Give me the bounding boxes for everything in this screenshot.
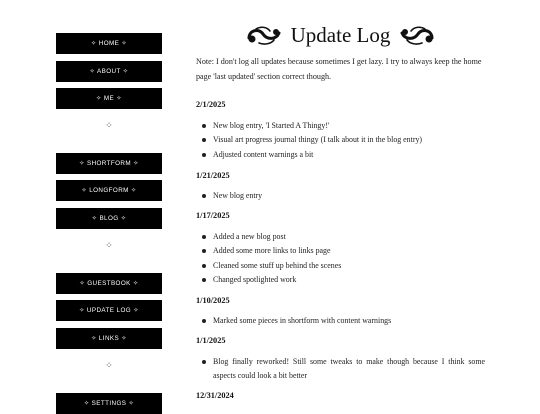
log-date: 1/17/2025: [196, 211, 230, 220]
log-entry: Cleaned some stuff up behind the scenes: [196, 259, 485, 273]
log-entry: Blog finally reworked! Still some tweaks to make though because I think some aspects could look a bit better: [196, 355, 485, 384]
nav-home-button[interactable]: ✧ HOME ✧: [56, 33, 162, 54]
nav-guestbook-button[interactable]: ✧ GUESTBOOK ✧: [56, 273, 162, 294]
log-date: 1/1/2025: [196, 336, 226, 345]
page-header: [196, 20, 485, 50]
page-title: Update Log: [290, 22, 391, 47]
nav-blog-button[interactable]: ✧ BLOG ✧: [56, 208, 162, 229]
nav-separator: ⁘: [105, 361, 113, 371]
nav-longform-button[interactable]: ✧ LONGFORM ✧: [56, 180, 162, 201]
nav-about-button[interactable]: ✧ ABOUT ✧: [56, 61, 162, 82]
nav-me-button[interactable]: ✧ ME ✧: [56, 88, 162, 109]
log-entry: Added some more links to links page: [196, 244, 485, 258]
right-flourish-icon: [399, 24, 435, 46]
log-entry-list: [196, 355, 485, 384]
log-date: 1/21/2025: [196, 171, 230, 180]
left-flourish-icon: [246, 24, 282, 46]
log-date: 12/31/2024: [196, 391, 234, 400]
nav-separator: ⁘: [105, 121, 113, 131]
nav-separator: ⁘: [105, 241, 113, 251]
log-entry: New blog entry: [196, 189, 485, 203]
nav-shortform-button[interactable]: ✧ SHORTFORM ✧: [56, 153, 162, 174]
log-entry-list: [196, 189, 485, 203]
nav-links-button[interactable]: ✧ LINKS ✧: [56, 328, 162, 349]
log-date: 2/1/2025: [196, 100, 226, 109]
log-entry: New blog entry, 'I Started A Thingy!': [196, 119, 485, 133]
log-date: 1/10/2025: [196, 296, 230, 305]
update-note: Note: I don't log all updates because sometimes I get lazy. I try to always keep the home page 'last updated' section correct though.: [196, 57, 482, 81]
log-entry-list: [196, 230, 485, 287]
log-entry-list: [196, 119, 485, 162]
nav-update-log-button[interactable]: ✧ UPDATE LOG ✧: [56, 300, 162, 321]
nav-settings-button[interactable]: ✧ SETTINGS ✧: [56, 393, 162, 414]
log-entry-list: [196, 314, 485, 328]
log-entry: Changed spotlighted work: [196, 273, 485, 287]
log-entry: Added a new blog post: [196, 230, 485, 244]
log-entry: Adjusted content warnings a bit: [196, 148, 485, 162]
log-entry: Visual art progress journal thingy (I talk about it in the blog entry): [196, 133, 485, 147]
log-entry: Marked some pieces in shortform with content warnings: [196, 314, 485, 328]
